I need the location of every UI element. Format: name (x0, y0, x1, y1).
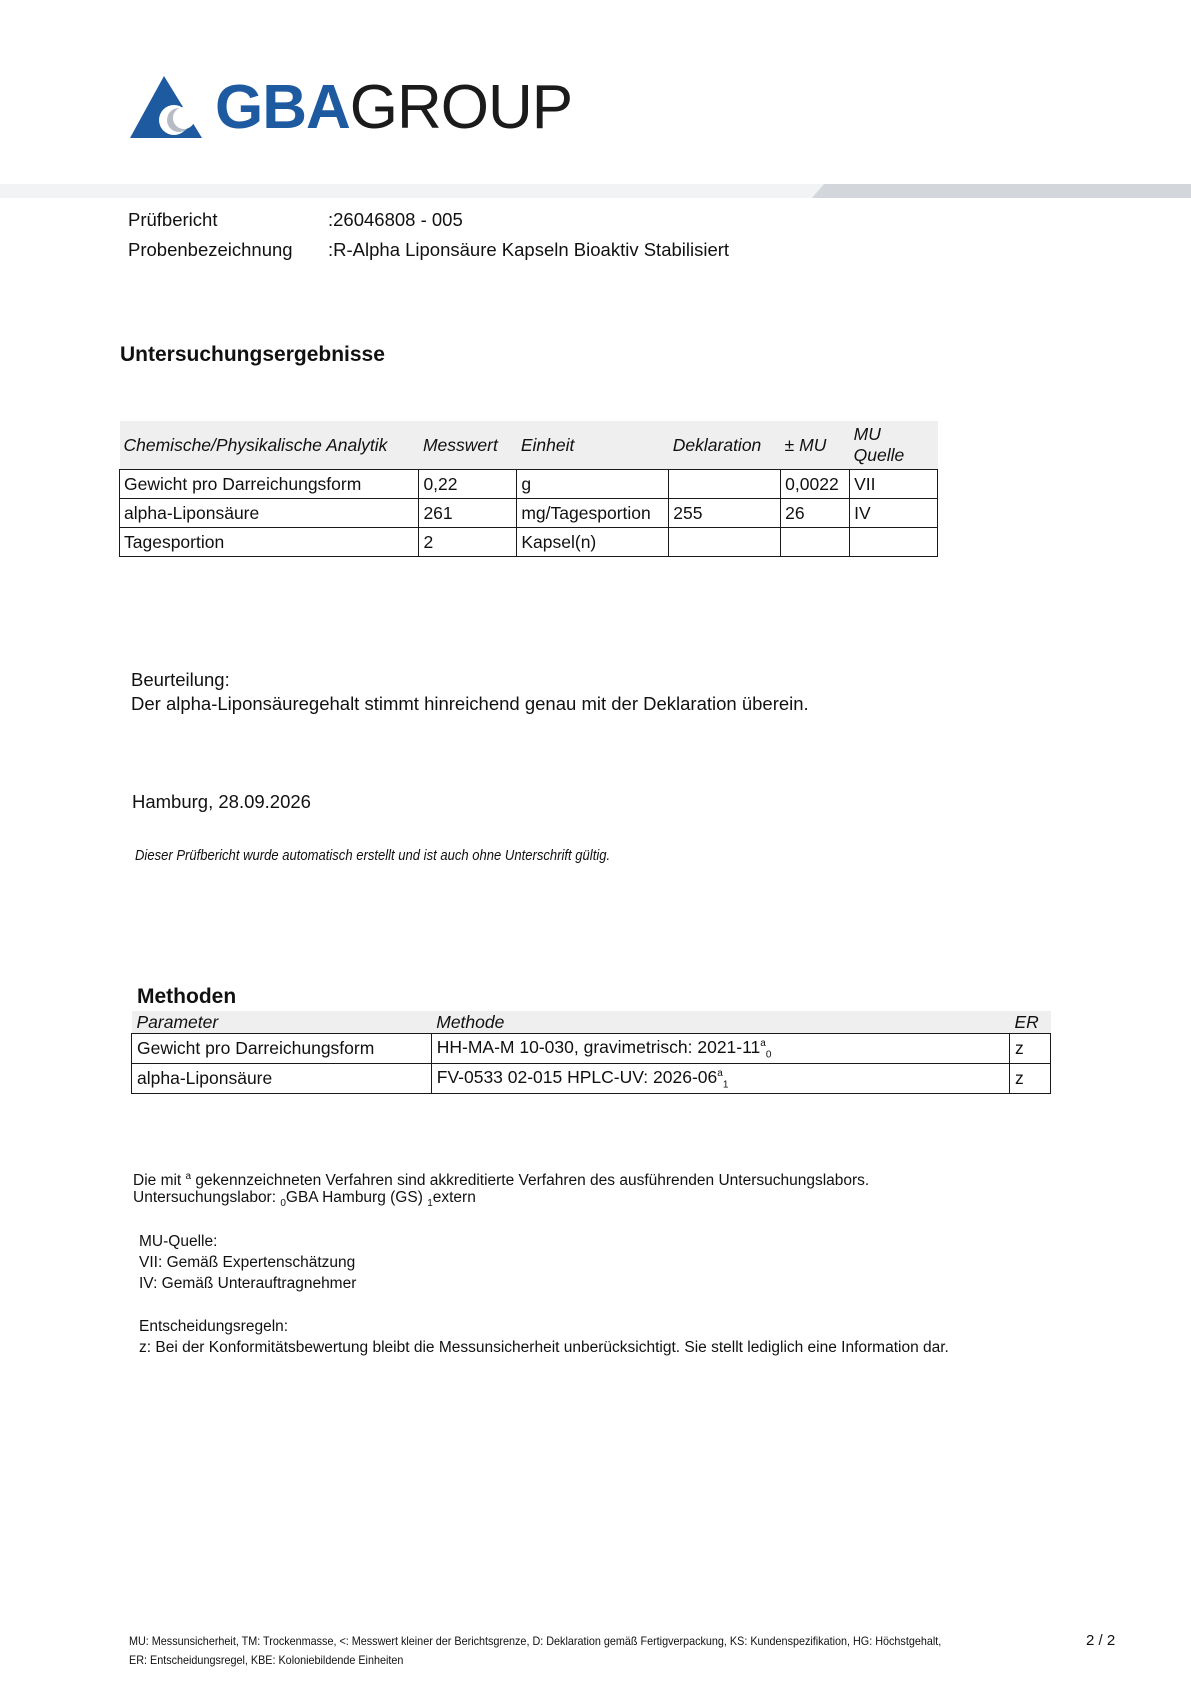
gba-logo-icon (130, 76, 204, 138)
cell-er: z (1010, 1034, 1051, 1064)
col-er: ER (1010, 1011, 1051, 1034)
accredited-marker: a (760, 1037, 766, 1049)
cell-parameter: alpha-Liponsäure (132, 1064, 432, 1094)
table-row (132, 1034, 1051, 1064)
cell-deklaration (669, 528, 781, 557)
cell-methode (431, 1064, 1009, 1094)
methode-text: FV-0533 02-015 HPLC-UV: 2026-06 (436, 1066, 718, 1087)
cell-einheit: Kapsel(n) (517, 528, 669, 557)
cell-mu (781, 528, 850, 557)
logo-brand-bold: GBA (215, 73, 350, 142)
results-header-row (120, 421, 938, 470)
cell-parameter: Gewicht pro Darreichungsform (132, 1034, 432, 1064)
lab-extern: extern (432, 1189, 476, 1206)
accredited-marker: a (717, 1067, 723, 1079)
cell-mu: 26 (781, 499, 850, 528)
mu-source-item: VII: Gemäß Expertenschätzung (139, 1254, 356, 1271)
col-messwert: Messwert (419, 421, 517, 470)
lab-index: 1 (722, 1079, 729, 1091)
auto-generated-note: Dieser Prüfbericht wurde automatisch erstellt und ist auch ohne Unterschrift gültig. (135, 848, 611, 864)
methode-text: HH-MA-M 10-030, gravimetrisch: 2021-11 (436, 1036, 761, 1057)
gba-group-logo (130, 73, 573, 142)
report-meta (128, 205, 828, 265)
cell-messwert: 2 (419, 528, 517, 557)
footer-abbreviations-line2: ER: Entscheidungsregel, KBE: Koloniebildende Einheiten (129, 1653, 404, 1667)
cell-methode (431, 1034, 1009, 1064)
mu-source-label: MU-Quelle: (139, 1233, 218, 1250)
cell-deklaration: 255 (669, 499, 781, 528)
cell-einheit: mg/Tagesportion (517, 499, 669, 528)
logo-brand-light: GROUP (349, 73, 573, 142)
header-stripe-accent (812, 184, 1191, 198)
cell-quelle: VII (850, 470, 938, 499)
results-table (119, 421, 938, 557)
cell-analytik: Tagesportion (120, 528, 419, 557)
col-parameter: Parameter (132, 1011, 432, 1034)
methods-header-row (132, 1011, 1051, 1034)
cell-quelle (850, 528, 938, 557)
lab-index: 0 (765, 1049, 772, 1061)
table-row (120, 528, 938, 557)
probenbezeichnung-value: :R-Alpha Liponsäure Kapseln Bioaktiv Stabilisiert (328, 239, 730, 260)
decision-rules-text: z: Bei der Konformitätsbewertung bleibt die Messunsicherheit unberücksichtigt. Sie stellt lediglich eine Information dar. (139, 1339, 949, 1356)
mu-source-item: IV: Gemäß Unterauftragnehmer (139, 1275, 357, 1292)
cell-mu: 0,0022 (781, 470, 850, 499)
col-mu-quelle: MU Quelle (850, 421, 938, 470)
col-mu: ± MU (781, 421, 850, 470)
cell-messwert: 261 (419, 499, 517, 528)
decision-rules-label: Entscheidungsregeln: (139, 1318, 289, 1335)
accreditation-note: Die mit $^a$ gekennzeichneten Verfahren sind akkreditierte Verfahren des ausführenden Untersuchungslabors. (133, 1171, 870, 1190)
probenbezeichnung-label: Probenbezeichnung (128, 239, 293, 260)
methods-heading: Methoden (137, 985, 237, 1008)
results-heading: Untersuchungsergebnisse (120, 343, 385, 366)
cell-analytik: Gewicht pro Darreichungsform (120, 470, 419, 499)
cell-einheit: g (517, 470, 669, 499)
table-row (120, 470, 938, 499)
cell-quelle: IV (850, 499, 938, 528)
laboratory-line: Untersuchungslabor: $_0$GBA Hamburg (GS) $_1$extern (133, 1189, 476, 1210)
cell-deklaration (669, 470, 781, 499)
pruefbericht-label: Prüfbericht (128, 209, 218, 230)
col-methode: Methode (431, 1011, 1009, 1034)
assessment-text: Der alpha-Liponsäuregehalt stimmt hinreichend genau mit der Deklaration überein. (131, 693, 809, 714)
footer-abbreviations-line1: MU: Messunsicherheit, TM: Trockenmasse, <: Messwert kleiner der Berichtsgrenze, D: Deklaration gemäß Fertigverpackung, KS: Kundenspezifikation, HG: Höchstgehalt, (129, 1634, 942, 1648)
pruefbericht-value: :26046808 - 005 (328, 209, 463, 230)
cell-er: z (1010, 1064, 1051, 1094)
table-row (120, 499, 938, 528)
assessment-label: Beurteilung: (131, 669, 230, 690)
place-date: Hamburg, 28.09.2026 (132, 791, 311, 812)
cell-analytik: alpha-Liponsäure (120, 499, 419, 528)
col-analytik: Chemische/Physikalische Analytik (120, 421, 419, 470)
methods-table (131, 1011, 1051, 1094)
col-deklaration: Deklaration (669, 421, 781, 470)
page-number: 2 / 2 (1086, 1632, 1116, 1649)
col-einheit: Einheit (517, 421, 669, 470)
lab-gba-hamburg: GBA Hamburg (GS) (285, 1189, 423, 1206)
cell-messwert: 0,22 (419, 470, 517, 499)
table-row (132, 1064, 1051, 1094)
